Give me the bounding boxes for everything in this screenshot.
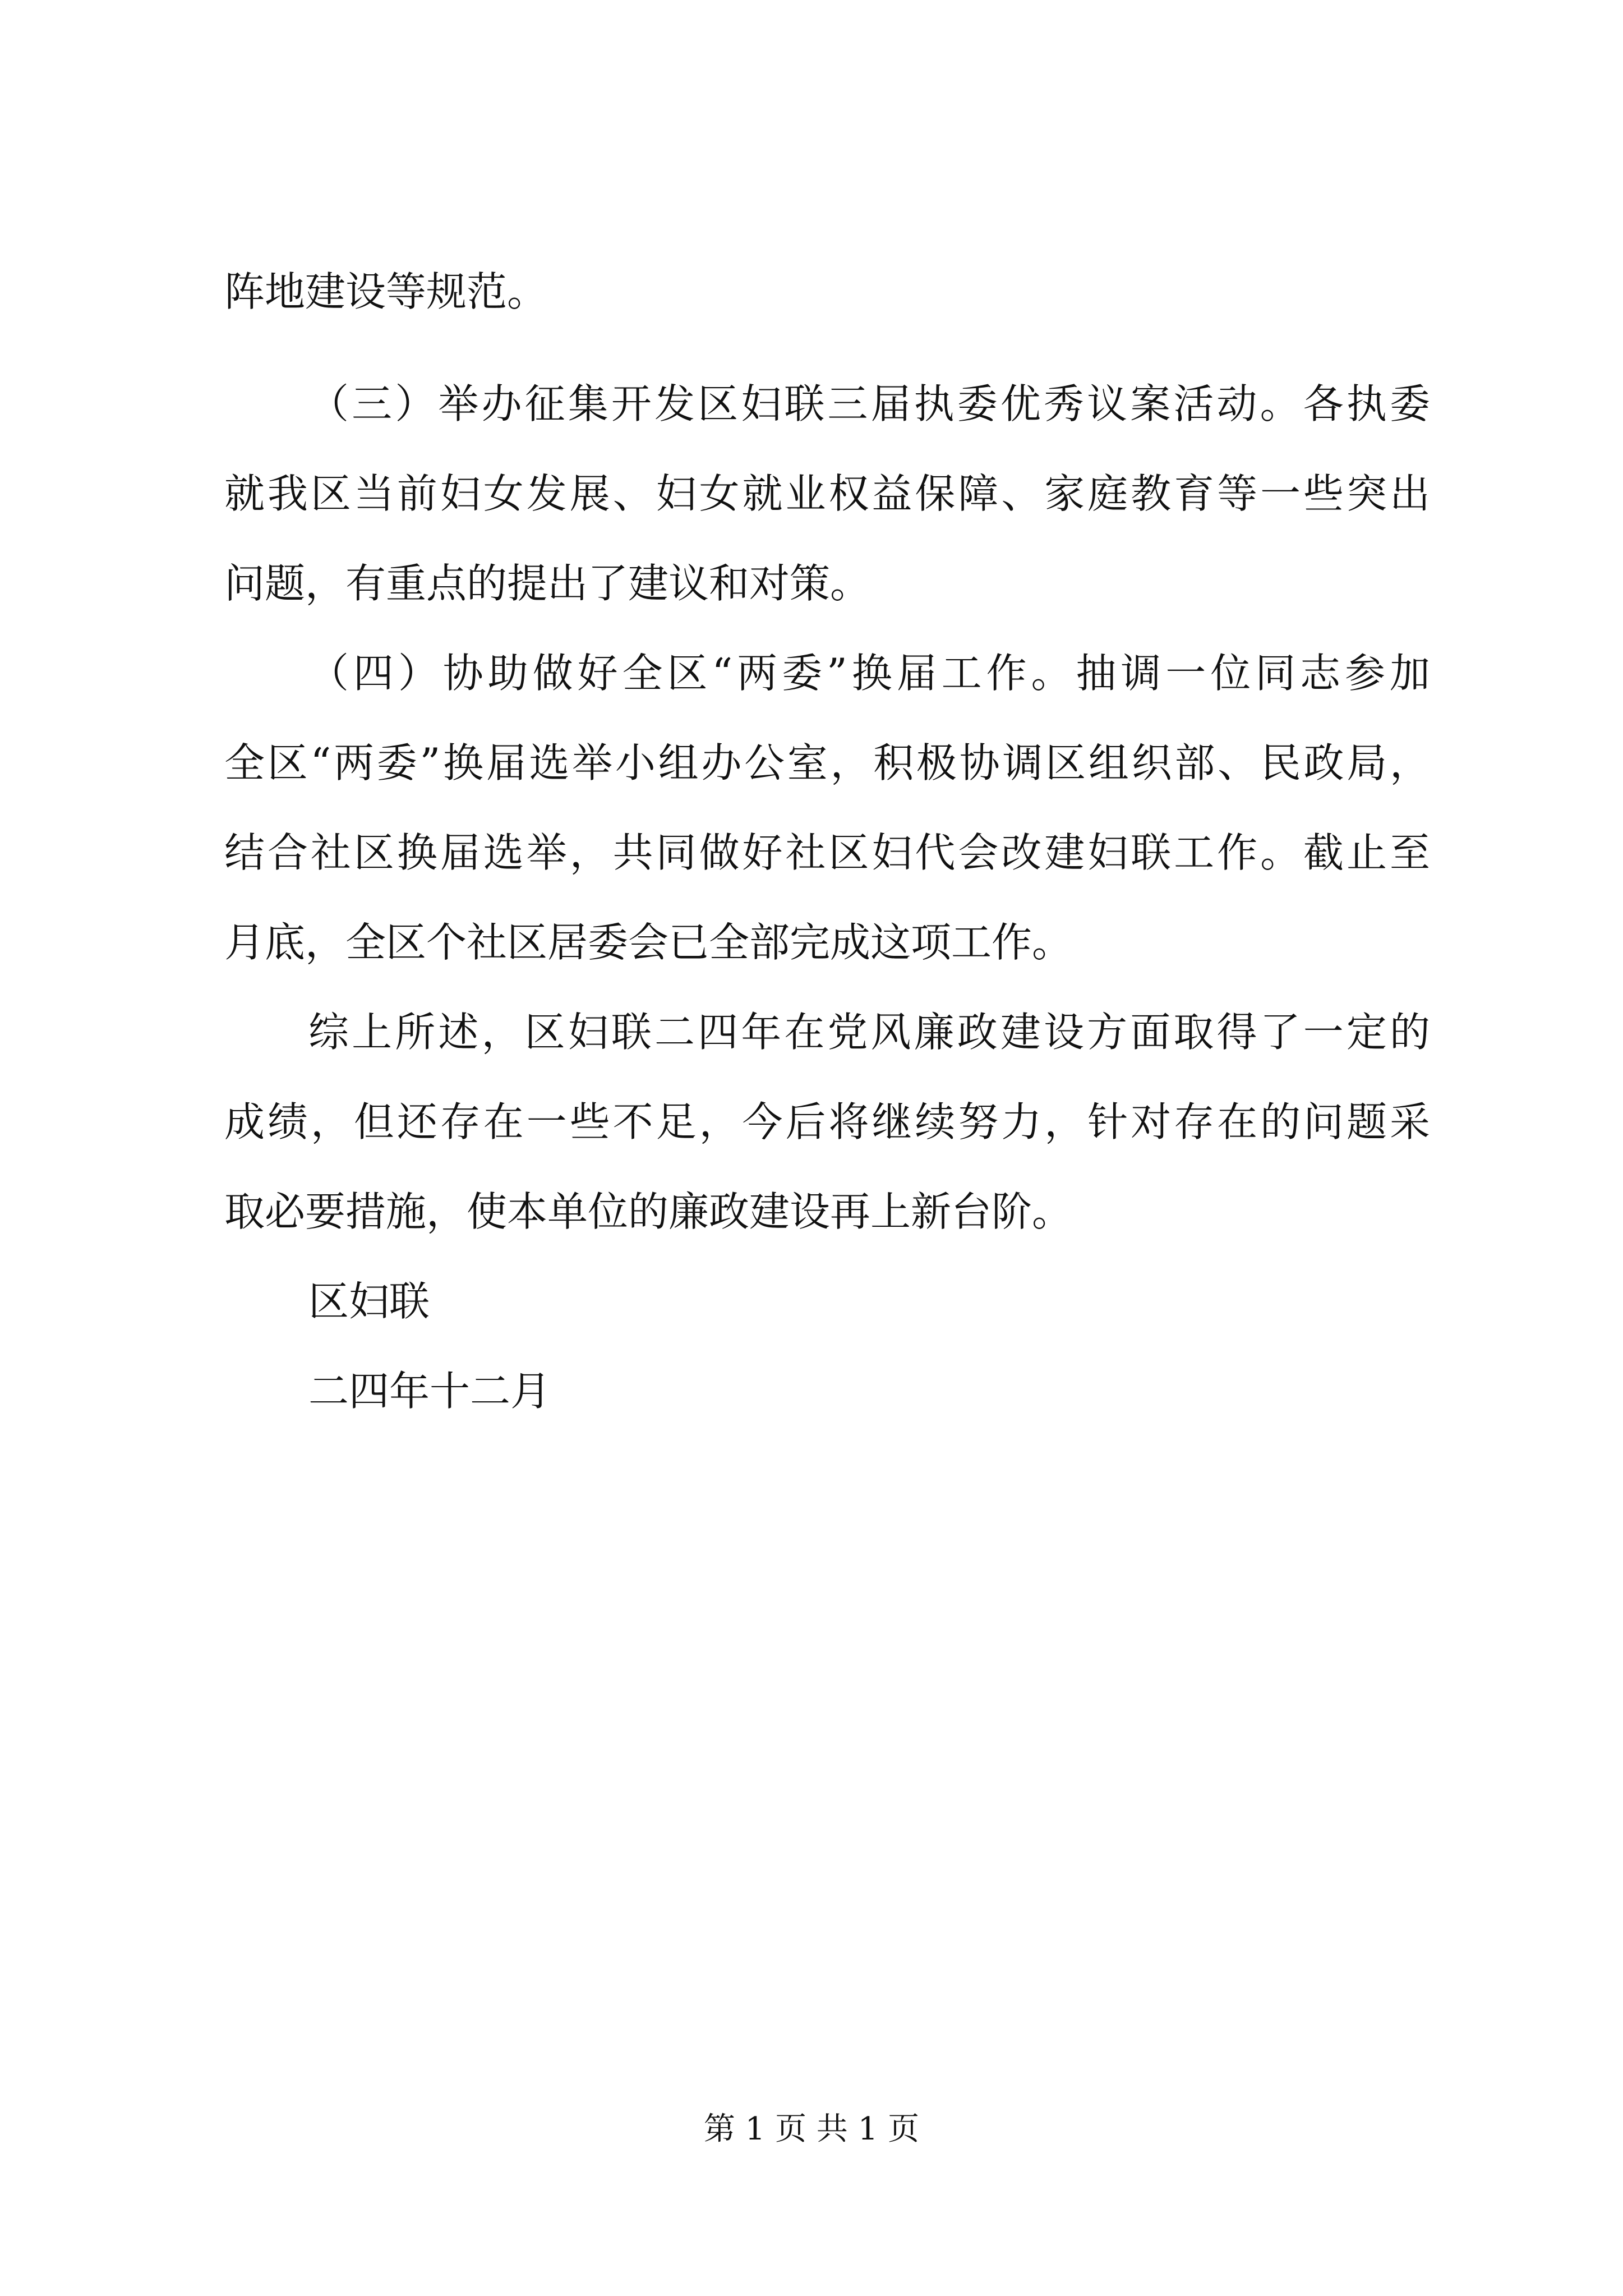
paragraph-line: 月底，全区个社区居委会已全部完成这项工作。: [224, 919, 1073, 966]
signature-organization: 区妇联: [308, 1278, 430, 1325]
paragraph-line: 问题，有重点的提出了建议和对策。: [224, 560, 871, 607]
paragraph-line: 综上所述，区妇联二四年在党风廉政建设方面取得了一定的: [308, 1009, 1430, 1056]
paragraph-line: 成绩，但还存在一些不足，今后将继续努力，针对存在的问题采: [224, 1098, 1430, 1145]
paragraph-line: 结合社区换届选举，共同做好社区妇代会改建妇联工作。截止至: [224, 829, 1430, 876]
paragraph-line: 就我区当前妇女发展、妇女就业权益保障、家庭教育等一些突出: [224, 470, 1430, 517]
page-footer: 第 1 页 共 1 页: [703, 2111, 920, 2147]
paragraph-line: （四）协助做好全区“两委”换届工作。抽调一位同志参加: [308, 650, 1430, 697]
paragraph-line: （三）举办征集开发区妇联三届执委优秀议案活动。各执委: [308, 380, 1430, 427]
paragraph-line: 取必要措施，使本单位的廉政建设再上新台阶。: [224, 1188, 1073, 1235]
paragraph-line: 阵地建设等规范。: [224, 268, 548, 315]
paragraph-line: 全区“两委”换届选举小组办公室，积极协调区组织部、民政局，: [224, 739, 1430, 786]
signature-date: 二四年十二月: [308, 1368, 551, 1415]
